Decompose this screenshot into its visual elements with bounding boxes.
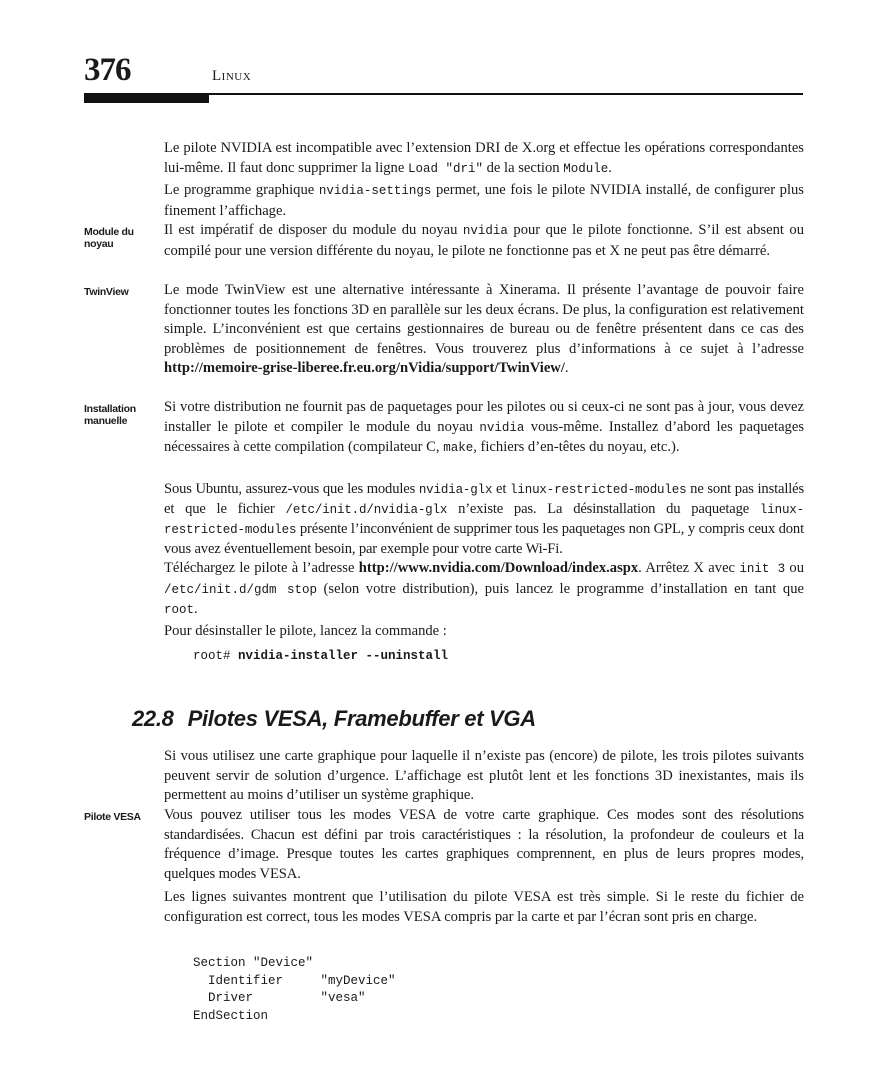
code-inline: init 3	[739, 562, 786, 576]
paragraph-ubuntu	[164, 480, 804, 559]
text: présente l’inconvénient de supprimer tous les paquetages non GPL, y compris ceux dont vous avez éventuellement besoin, par exemple pour votre carte Wi-Fi.	[164, 521, 804, 557]
code-inline: nvidia	[479, 420, 525, 435]
text: , fichiers d’en-têtes du noyau, etc.).	[473, 439, 680, 455]
paragraph-twinview	[164, 281, 804, 379]
code-inline: Module	[563, 161, 609, 176]
code-uninstall	[193, 648, 448, 666]
text: vous-même. Installez d’abord les paquetages nécessaires à cette compilation (compilateur C,	[164, 418, 805, 455]
text: Sous Ubuntu, assurez-vous que les modules	[164, 481, 419, 497]
text: pour que le pilote fonctionne. S’il est absent ou compilé pour une version différente du noyau, le pilote ne fonctionne pas et X ne peut pas être démarré.	[164, 222, 804, 259]
section-title: Pilotes VESA, Framebuffer et VGA	[187, 706, 536, 731]
text: Si vous utilisez une carte graphique pour laquelle il n’existe pas (encore) de pilote, les trois pilotes suivants peuvent servir de solution d’urgence. L’affichage est plutôt lent et les fonctions 3D inexistantes, mais ils permettent au moins d’utiliser un système graphique.	[164, 748, 804, 803]
paragraph-vesa-modes	[164, 806, 804, 884]
code-inline: make	[443, 441, 474, 455]
code-inline: nvidia-settings	[318, 184, 432, 198]
page-number: 376	[84, 52, 131, 88]
running-head: Linux	[212, 68, 252, 84]
text: Il est impératif de disposer du module du noyau	[164, 222, 463, 238]
margin-note-pilote-vesa: Pilote VESA	[84, 811, 141, 823]
text: Pour désinstaller le pilote, lancez la commande :	[164, 623, 447, 639]
code-inline: /etc/init.d/nvidia-glx	[285, 503, 448, 517]
text: permet, une fois le pilote NVIDIA installé, de configurer plus finement l’affichage.	[164, 182, 804, 219]
header-rule-bar	[84, 95, 209, 103]
margin-note-twinview: TwinView	[84, 286, 129, 298]
text: (selon votre distribution), puis lancez le programme d’installation en tant que	[316, 580, 804, 597]
code-prompt: root#	[193, 649, 239, 663]
code-command: nvidia-installer --uninstall	[238, 649, 449, 663]
text: Le pilote NVIDIA est incompatible avec l’extension DRI de X.org et effectue les opérations correspondantes lui-même. Il faut donc supprimer la ligne	[164, 140, 804, 176]
paragraph-vesa-config	[164, 888, 804, 927]
text: . Arrêtez X avec	[638, 560, 740, 576]
code-inline: Load "dri"	[407, 161, 483, 176]
text: .	[564, 360, 569, 376]
text: ou	[785, 560, 805, 576]
paragraph-installation	[164, 398, 804, 459]
text: et	[492, 481, 511, 497]
paragraph-desinstallation	[164, 622, 804, 642]
paragraph-vesa-intro	[164, 747, 804, 806]
paragraph-module-noyau	[164, 221, 804, 261]
code-vesa-config: Section "Device" Identifier "myDevice" Driver "vesa" EndSection	[193, 956, 396, 1023]
url-nvidia: http://www.nvidia.com/Download/index.aspx	[358, 560, 639, 576]
code-inline: linux-restricted-modules	[510, 483, 687, 497]
code-inline: root	[164, 603, 195, 617]
text: Le mode TwinView est une alternative intéressante à Xinerama. Il présente l’avantage de pouvoir faire fonctionner toutes les fonctions 3D en parallèle sur les deux écrans. De plus, la configuration est relativement simple. L’inconvénient est que certains gestionnaires de bureau ou de fenêtre présentent dans ce cas des problèmes de positionnement de fenêtres. Vous trouverez plus d’informations à ce sujet à l’adresse	[164, 282, 804, 357]
margin-note-installation: Installation manuelle	[84, 403, 136, 427]
paragraph-dri	[164, 139, 804, 179]
margin-note-module-noyau: Module du noyau	[84, 226, 134, 250]
text: n’existe pas. La désinstallation du paquetage	[447, 501, 760, 517]
code-inline: nvidia	[462, 224, 508, 238]
text: Le programme graphique	[164, 182, 319, 198]
paragraph-nvidia-settings	[164, 181, 804, 221]
text: ne sont pas installés et que le fichier	[164, 481, 804, 517]
text: Téléchargez le pilote à l’adresse	[164, 560, 359, 576]
text: Les lignes suivantes montrent que l’utilisation du pilote VESA est très simple. Si le reste du fichier de configuration est correct, tous les modes VESA compris par la carte et par l’écran sont pris en charge.	[164, 889, 804, 925]
text: .	[194, 601, 198, 617]
section-heading	[132, 706, 536, 732]
text: Si votre distribution ne fournit pas de paquetages pour les pilotes ou si ceux-ci ne sont pas à jour, vous devez installer le pilote et compiler le module du noyau	[164, 399, 804, 435]
code-inline: nvidia-glx	[418, 483, 493, 497]
text: de la section	[482, 159, 564, 176]
code-inline: linux-restricted-modules	[164, 503, 804, 537]
text: .	[608, 159, 612, 176]
paragraph-telechargement	[164, 559, 804, 621]
section-number: 22.8	[132, 706, 174, 731]
text: Vous pouvez utiliser tous les modes VESA de votre carte graphique. Ces modes sont des résolutions standardisées. Chacun est défini par trois caractéristiques : la résolution, la profondeur de couleurs et la fréquence d’image. Presque toutes les cartes graphiques comprennent, en plus de leurs propres modes, quelques modes VESA.	[164, 807, 804, 882]
code-inline: /etc/init.d/gdm stop	[164, 582, 317, 597]
url-twinview: http://memoire-grise-liberee.fr.eu.org/nVidia/support/TwinView/	[164, 360, 565, 376]
